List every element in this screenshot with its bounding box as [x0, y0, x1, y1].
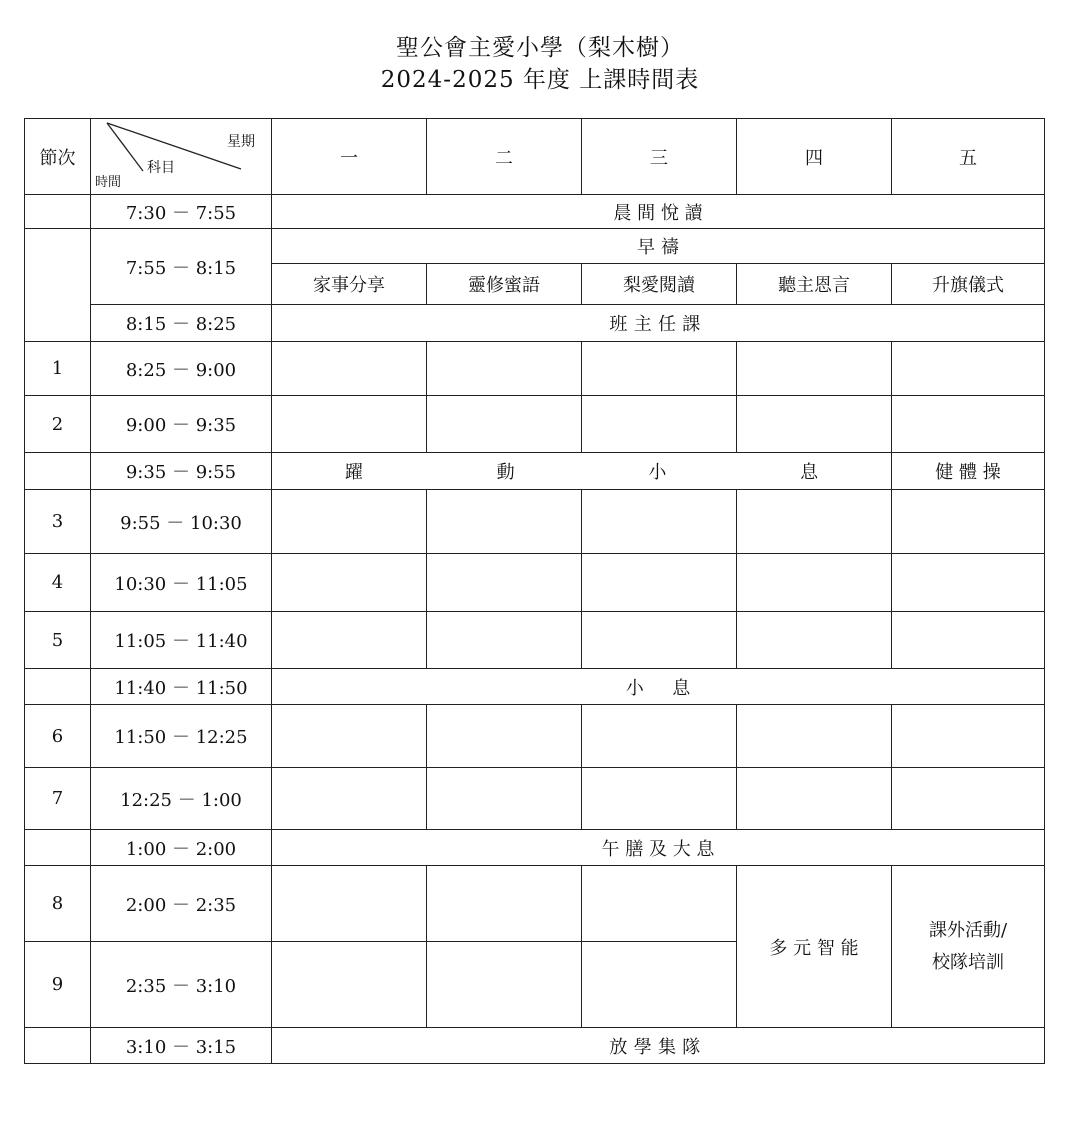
lesson-cell: [272, 768, 427, 830]
time-cell: 1:00 － 2:00: [91, 830, 272, 866]
period-cell: [25, 830, 91, 866]
table-row: [25, 1028, 1045, 1064]
table-row: [25, 669, 1045, 705]
lesson-cell: [427, 705, 582, 768]
day-thu: 四: [737, 119, 892, 195]
lesson-cell: [892, 554, 1045, 612]
active-break-word: 小: [648, 462, 667, 483]
recess-cell: 小 息: [272, 669, 1045, 705]
time-cell: 8:15 － 8:25: [91, 305, 272, 342]
lesson-cell: [737, 396, 892, 453]
school-name: 聖公會主愛小學（梨木樹）: [396, 35, 684, 61]
table-row: [25, 305, 1045, 342]
lesson-cell: [272, 554, 427, 612]
day-wed: 三: [582, 119, 737, 195]
table-row: [25, 768, 1045, 830]
corner-time-label: 時間: [95, 175, 122, 190]
period-cell: 8: [25, 866, 91, 942]
extracurricular-line2: 校隊培訓: [932, 951, 1004, 973]
period-cell: 9: [25, 942, 91, 1028]
period-cell: [25, 195, 91, 229]
time-cell: 3:10 － 3:15: [91, 1028, 272, 1064]
corner-day-label: 星期: [227, 134, 255, 150]
day-tue: 二: [427, 119, 582, 195]
active-break-cell: [272, 453, 892, 490]
lesson-cell: [582, 490, 737, 554]
table-row: [25, 612, 1045, 669]
table-row: [25, 490, 1045, 554]
title-block: [0, 32, 1080, 96]
table-row: [25, 229, 1045, 264]
timetable-title: 2024-2025 年度 上課時間表: [380, 67, 700, 93]
period-header: 節次: [25, 119, 91, 195]
lesson-cell: [892, 490, 1045, 554]
period-cell: 6: [25, 705, 91, 768]
lesson-cell: [427, 554, 582, 612]
lesson-cell: [582, 768, 737, 830]
lesson-cell: [737, 705, 892, 768]
corner-subject-label: 科目: [147, 160, 175, 176]
time-cell: 8:25 － 9:00: [91, 342, 272, 396]
lesson-cell: [892, 396, 1045, 453]
period-cell: 5: [25, 612, 91, 669]
morning-prayer-cell: 早 禱: [272, 229, 1045, 264]
day-mon: 一: [272, 119, 427, 195]
table-row: [25, 453, 1045, 490]
lesson-cell: [427, 866, 582, 942]
time-cell: 9:55 － 10:30: [91, 490, 272, 554]
lesson-cell: [737, 768, 892, 830]
period-cell: 3: [25, 490, 91, 554]
lesson-cell: [272, 705, 427, 768]
lesson-cell: [427, 490, 582, 554]
lesson-cell: [272, 490, 427, 554]
lesson-cell: [582, 612, 737, 669]
time-cell: 2:00 － 2:35: [91, 866, 272, 942]
lesson-cell: [427, 768, 582, 830]
period-cell: 4: [25, 554, 91, 612]
table-row: [25, 866, 1045, 942]
lesson-cell: [737, 554, 892, 612]
time-cell: 11:40 － 11:50: [91, 669, 272, 705]
dismissal-cell: 放學集隊: [272, 1028, 1045, 1064]
period-cell: [25, 669, 91, 705]
period-cell: [25, 229, 91, 342]
time-cell: 7:30 － 7:55: [91, 195, 272, 229]
period-cell: [25, 1028, 91, 1064]
lunch-cell: 午 膳 及 大 息: [272, 830, 1045, 866]
table-row: [25, 554, 1045, 612]
lesson-cell: [427, 342, 582, 396]
activity-fri: 升旗儀式: [892, 264, 1045, 305]
time-cell: 7:55 － 8:15: [91, 229, 272, 305]
lesson-cell: [272, 612, 427, 669]
activity-thu: 聽主恩言: [737, 264, 892, 305]
activity-mon: 家事分享: [272, 264, 427, 305]
activity-wed: 梨愛閱讀: [582, 264, 737, 305]
table-row: [25, 396, 1045, 453]
activity-tue: 靈修蜜語: [427, 264, 582, 305]
header-row: [25, 119, 1045, 195]
time-cell: 2:35 － 3:10: [91, 942, 272, 1028]
time-cell: 11:05 － 11:40: [91, 612, 272, 669]
lesson-cell: [892, 342, 1045, 396]
time-cell: 11:50 － 12:25: [91, 705, 272, 768]
time-cell: 9:00 － 9:35: [91, 396, 272, 453]
timetable: [24, 118, 1045, 1064]
lesson-cell: [582, 866, 737, 942]
period-cell: 1: [25, 342, 91, 396]
multiple-intelligences-cell: 多 元 智 能: [737, 866, 892, 1028]
table-row: [25, 830, 1045, 866]
lesson-cell: [272, 866, 427, 942]
time-cell: 10:30 － 11:05: [91, 554, 272, 612]
lesson-cell: [892, 705, 1045, 768]
lesson-cell: [737, 490, 892, 554]
table-row: [25, 342, 1045, 396]
lesson-cell: [272, 942, 427, 1028]
lesson-cell: [427, 612, 582, 669]
table-row: [25, 195, 1045, 229]
active-break-word: 息: [800, 462, 819, 483]
lesson-cell: [427, 942, 582, 1028]
extracurricular-cell: [892, 866, 1045, 1028]
fitness-exercise-cell: 健 體 操: [892, 453, 1045, 490]
morning-reading-cell: 晨 間 悅 讀: [272, 195, 1045, 229]
lesson-cell: [582, 705, 737, 768]
lesson-cell: [737, 612, 892, 669]
lesson-cell: [582, 554, 737, 612]
time-cell: 12:25 － 1:00: [91, 768, 272, 830]
lesson-cell: [737, 342, 892, 396]
extracurricular-line1: 課外活動/: [928, 919, 1008, 941]
lesson-cell: [582, 396, 737, 453]
lesson-cell: [272, 396, 427, 453]
active-break-word: 動: [496, 462, 515, 483]
lesson-cell: [892, 768, 1045, 830]
lesson-cell: [892, 612, 1045, 669]
period-cell: [25, 453, 91, 490]
time-cell: 9:35 － 9:55: [91, 453, 272, 490]
lesson-cell: [272, 342, 427, 396]
period-cell: 7: [25, 768, 91, 830]
lesson-cell: [582, 942, 737, 1028]
corner-header: [91, 119, 272, 195]
table-row: [25, 705, 1045, 768]
lesson-cell: [582, 342, 737, 396]
active-break-word: 躍: [344, 462, 363, 483]
lesson-cell: [427, 396, 582, 453]
period-cell: 2: [25, 396, 91, 453]
day-fri: 五: [892, 119, 1045, 195]
class-teacher-cell: 班主任課: [272, 305, 1045, 342]
